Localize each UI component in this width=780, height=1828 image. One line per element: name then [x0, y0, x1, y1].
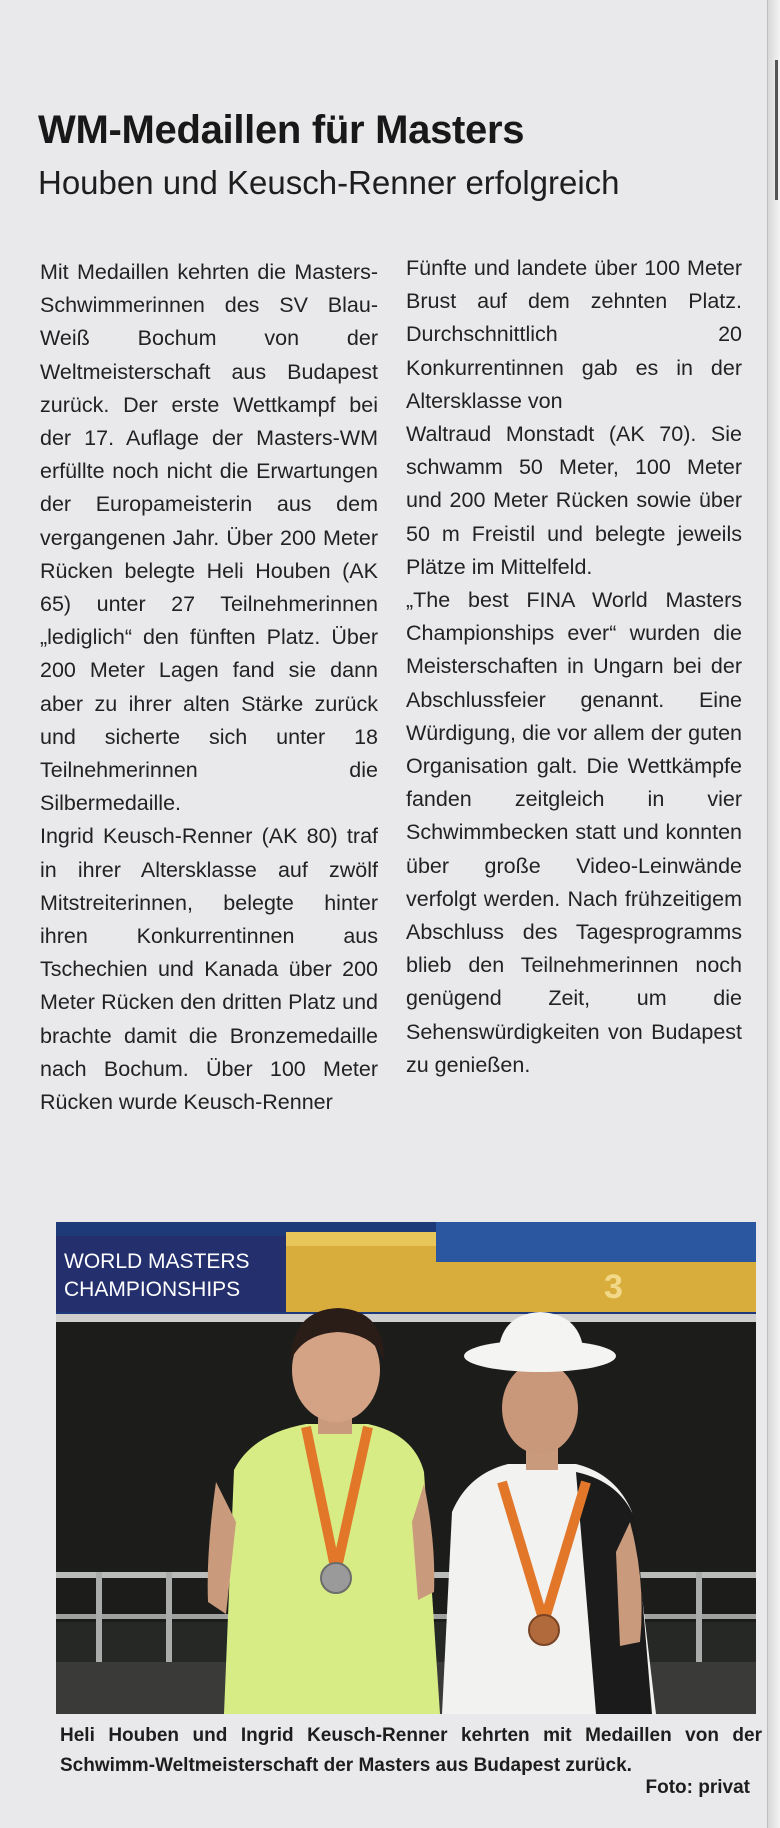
paragraph: Mit Medaillen kehrten die Masters-Schwimmerinnen des SV Blau-Weiß Bochum von der Weltmeisterschaft aus Budapest zurück. Der erste Wettkampf bei der 17. Auflage der Masters-WM erfüllte noch nicht die Erwartungen der Europameisterin aus dem vergangenen Jahr. Über 200 Meter Rücken belegte Heli Houben (AK 65) unter 27 Teilnehmerinnen „lediglich“ den fünften Platz. Über 200 Meter Lagen fand sie dann aber zu ihrer alten Stärke zurück und sicherte sich unter 18 Teilnehmerinnen die Silbermedaille.	[40, 260, 378, 816]
article-column-left	[40, 256, 378, 1119]
paragraph: Fünfte und landete über 100 Meter Brust auf dem zehnten Platz. Durchschnittlich 20 Konkurrentinnen gab es in der Altersklasse von	[406, 256, 742, 413]
paragraph: Ingrid Keusch-Renner (AK 80) traf in ihrer Altersklasse auf zwölf Mitstreiterinnen, belegte hinter ihren Konkurrentinnen aus Tschechien und Kanada über 200 Meter Rücken den dritten Platz und brachte damit die Bronzemedaille nach Bochum. Über 100 Meter Rücken wurde Keusch-Renner	[40, 824, 378, 1115]
article-column-right	[406, 252, 742, 1082]
edge-mark	[775, 60, 778, 200]
podium-number: 3	[604, 1268, 623, 1306]
paragraph: Waltraud Monstadt (AK 70). Sie schwamm 50 Meter, 100 Meter und 200 Meter Rücken sowie über 50 m Freistil und belegte jeweils Plätze im Mittelfeld.	[406, 422, 742, 579]
photo-credit: Foto: privat	[645, 1777, 750, 1798]
article-subheadline: Houben und Keusch-Renner erfolgreich	[38, 164, 620, 201]
page-edge	[767, 0, 780, 1828]
banner-text-line2: CHAMPIONSHIPS	[64, 1278, 241, 1301]
banner-text-line1: WORLD MASTERS	[64, 1250, 250, 1273]
photo-caption: Heli Houben und Ingrid Keusch-Renner kehrten mit Medaillen von der Schwimm-Weltmeisterschaft der Masters aus Budapest zurück.	[60, 1725, 762, 1776]
article-photo	[56, 1222, 756, 1714]
paragraph: „The best FINA World Masters Championships ever“ wurden die Meisterschaften in Ungarn bei der Abschlussfeier genannt. Eine Würdigung, die vor allem der guten Organisation galt. Die Wettkämpfe fanden zeitgleich in vier Schwimmbecken statt und konnten über große Video-Leinwände verfolgt werden. Nach frühzeitigem Abschluss des Tagesprogramms blieb den Teilnehmerinnen noch genügend Zeit, um die Sehenswürdigkeiten von Budapest zu genießen.	[406, 588, 742, 1077]
article-headline: WM-Medaillen für Masters	[38, 108, 525, 152]
